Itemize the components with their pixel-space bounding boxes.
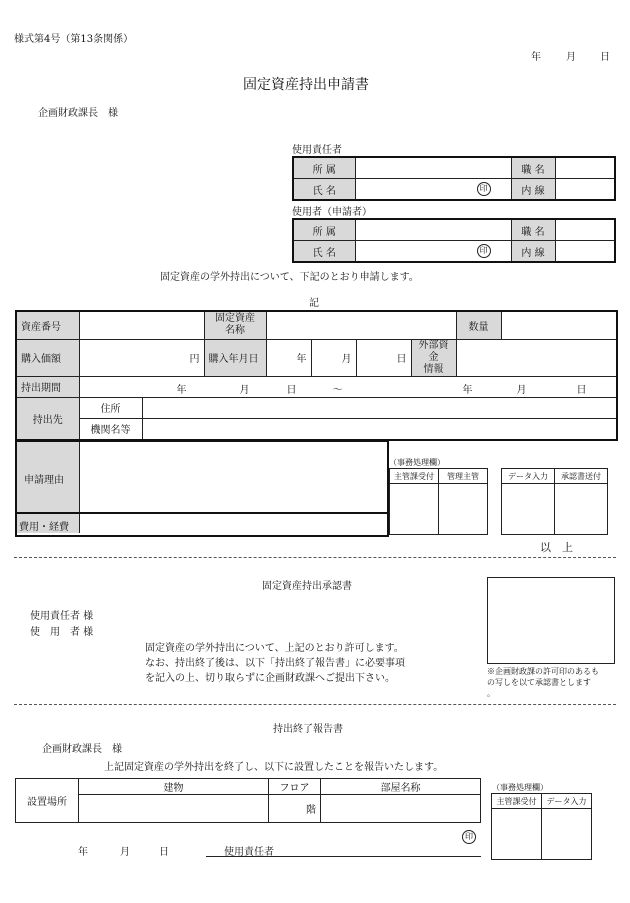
user-heading: 使用者（申請者） xyxy=(292,207,372,218)
report-month: 月 xyxy=(120,847,130,858)
report-signer-label: 使用責任者 xyxy=(224,847,274,858)
reason-label: 申請理由 xyxy=(24,475,64,486)
period-end-month: 月 xyxy=(516,384,527,396)
approval-note-line1: ※企画財政課の許可印のあるも xyxy=(487,667,599,676)
period-start-day: 日 xyxy=(286,384,297,396)
approval-title: 固定資産持出承認書 xyxy=(262,581,352,592)
user-table xyxy=(292,218,616,263)
asset-table xyxy=(15,310,618,441)
institution-label: 機関名等 xyxy=(79,418,142,440)
report-office-col1-stamp[interactable] xyxy=(492,809,542,860)
fixed-asset-name-field[interactable] xyxy=(266,311,456,339)
asset-number-field[interactable] xyxy=(79,311,204,339)
user-extension-field[interactable] xyxy=(555,241,615,263)
approval-line2: なお、持出終了後は、以下「持出終了報告書」に必要事項 xyxy=(145,658,405,669)
office-col2-stamp[interactable] xyxy=(439,484,488,535)
report-office-col2-stamp[interactable] xyxy=(542,809,592,860)
report-office-table xyxy=(491,793,592,860)
ki-label: 記 xyxy=(309,298,319,309)
seal-icon: 印 xyxy=(477,182,491,196)
purchase-day[interactable]: 日 xyxy=(356,339,411,376)
location-table xyxy=(15,778,481,823)
floor-label: フロア xyxy=(269,779,321,795)
responsible-position-label: 職 名 xyxy=(511,157,555,179)
report-year: 年 xyxy=(78,847,88,858)
period-label: 持出期間 xyxy=(16,376,79,397)
responsible-position-field[interactable] xyxy=(555,157,615,179)
purchase-year[interactable]: 年 xyxy=(266,339,311,376)
cost-field[interactable] xyxy=(80,514,385,533)
approval-note-line3: 。 xyxy=(487,689,495,698)
cost-label: 費用・経費 xyxy=(19,522,69,533)
office-use-table-2 xyxy=(501,468,608,535)
responsible-affiliation-label: 所 属 xyxy=(293,157,355,179)
user-name-label: 氏 名 xyxy=(293,241,355,263)
period-start-year: 年 xyxy=(176,384,187,396)
cut-line-1 xyxy=(14,557,616,558)
report-title: 持出終了報告書 xyxy=(273,724,343,735)
period-tilde: ～ xyxy=(332,384,343,396)
approval-line1: 固定資産の学外持出について、上記のとおり許可します。 xyxy=(145,643,404,654)
responsible-extension-field[interactable] xyxy=(555,179,615,201)
location-label: 設置場所 xyxy=(16,779,79,823)
report-addressee: 企画財政課長 様 xyxy=(42,744,122,755)
office-col4: 承認書送付 xyxy=(555,469,608,484)
report-office-col2: データ入力 xyxy=(542,794,592,809)
cut-line-2 xyxy=(14,704,616,705)
user-position-label: 職 名 xyxy=(511,219,555,241)
period-end-year: 年 xyxy=(462,384,473,396)
floor-field[interactable]: 階 xyxy=(269,795,321,823)
reason-field[interactable] xyxy=(80,442,385,512)
office-col1-stamp[interactable] xyxy=(390,484,439,535)
approval-to-responsible: 使用責任者 様 xyxy=(30,611,94,622)
quantity-label: 数量 xyxy=(456,311,501,339)
report-signer-field[interactable] xyxy=(206,843,481,857)
building-label: 建物 xyxy=(79,779,269,795)
price-label: 購入価額 xyxy=(16,339,79,376)
price-field[interactable]: 円 xyxy=(79,339,204,376)
institution-field[interactable] xyxy=(142,418,617,440)
office-col4-stamp[interactable] xyxy=(555,484,608,535)
user-position-field[interactable] xyxy=(555,219,615,241)
report-seal-icon: 印 xyxy=(462,830,476,844)
destination-label: 持出先 xyxy=(16,397,79,440)
page-title: 固定資産持出申請書 xyxy=(243,77,369,93)
office-col1: 主管課受付 xyxy=(390,469,439,484)
fixed-asset-name-label: 固定資産 名称 xyxy=(204,311,266,339)
report-office-col1: 主管課受付 xyxy=(492,794,542,809)
office-col2: 管理主管 xyxy=(439,469,488,484)
period-start-month: 月 xyxy=(239,384,250,396)
responsible-name-label: 氏 名 xyxy=(293,179,355,201)
building-field[interactable] xyxy=(79,795,269,823)
room-field[interactable] xyxy=(321,795,481,823)
user-name-field[interactable] xyxy=(355,241,511,263)
quantity-field[interactable] xyxy=(501,311,617,339)
responsible-heading: 使用責任者 xyxy=(292,145,342,156)
external-fund-label: 外部資金 情報 xyxy=(411,339,456,376)
room-label: 部屋名称 xyxy=(321,779,481,795)
seal-icon: 印 xyxy=(477,244,491,258)
user-extension-label: 内 線 xyxy=(511,241,555,263)
approval-stamp-box[interactable] xyxy=(487,577,615,664)
office-use-table-1 xyxy=(389,468,488,535)
approval-to-user: 使 用 者 様 xyxy=(30,627,94,638)
user-affiliation-label: 所 属 xyxy=(293,219,355,241)
responsible-table xyxy=(292,156,616,201)
period-field[interactable] xyxy=(79,376,617,397)
responsible-extension-label: 内 線 xyxy=(511,179,555,201)
purchase-month[interactable]: 月 xyxy=(311,339,356,376)
form-number: 様式第4号（第13条関係） xyxy=(14,34,134,45)
addressee: 企画財政課長 様 xyxy=(38,108,118,119)
date-month-label: 月 xyxy=(566,52,576,63)
responsible-name-field[interactable] xyxy=(355,179,511,201)
address-field[interactable] xyxy=(142,397,617,418)
report-office-heading: （事務処理欄） xyxy=(492,783,548,792)
responsible-affiliation-field[interactable] xyxy=(355,157,511,179)
ijou-label: 以 上 xyxy=(540,541,573,554)
office-use-heading: （事務処理欄） xyxy=(389,458,445,467)
approval-note-line2: の写しを以て承認書とします xyxy=(487,678,591,687)
external-fund-field[interactable] xyxy=(456,339,617,376)
report-day: 日 xyxy=(159,847,169,858)
approval-line3: を記入の上、切り取らずに企画財政課へご提出下さい。 xyxy=(145,673,395,684)
office-col3: データ入力 xyxy=(502,469,555,484)
date-year-label: 年 xyxy=(531,52,541,63)
intro-text: 固定資産の学外持出について、下記のとおり申請します。 xyxy=(160,272,419,283)
asset-number-label: 資産番号 xyxy=(16,311,79,339)
report-statement: 上記固定資産の学外持出を終了し、以下に設置したことを報告いたします。 xyxy=(104,762,444,773)
period-end-day: 日 xyxy=(576,384,587,396)
user-affiliation-field[interactable] xyxy=(355,219,511,241)
date-day-label: 日 xyxy=(600,52,610,63)
address-label: 住所 xyxy=(79,397,142,418)
office-col3-stamp[interactable] xyxy=(502,484,555,535)
purchase-date-label: 購入年月日 xyxy=(204,339,266,376)
